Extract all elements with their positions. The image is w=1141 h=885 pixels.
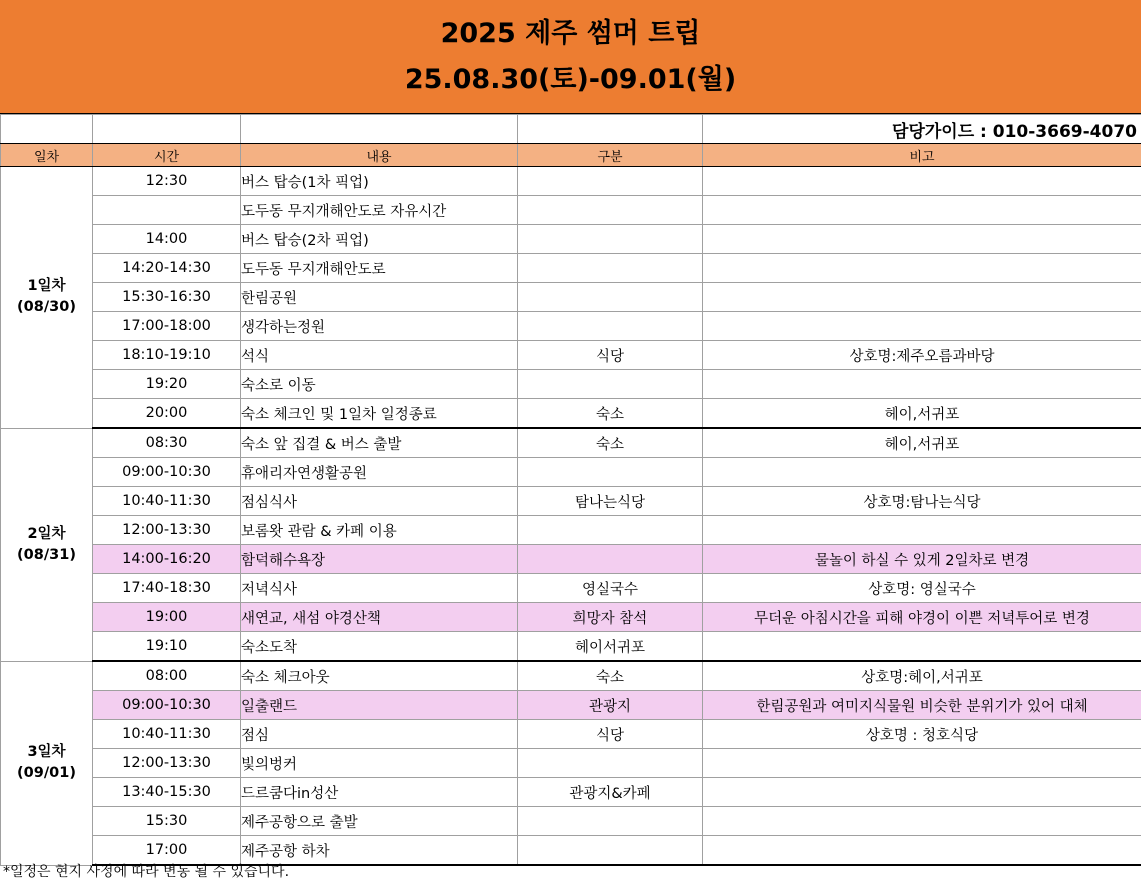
- time-cell: 18:10-19:10: [93, 341, 241, 370]
- empty-cell: [241, 115, 518, 144]
- content-cell: 숙소 체크인 및 1일차 일정종료: [241, 399, 518, 429]
- category-cell: 식당: [518, 720, 703, 749]
- category-cell: 관광지&카페: [518, 778, 703, 807]
- content-cell: 드르쿰다in성산: [241, 778, 518, 807]
- note-cell: [703, 225, 1141, 254]
- content-cell: 석식: [241, 341, 518, 370]
- note-cell: 물놀이 하실 수 있게 2일차로 변경: [703, 545, 1141, 574]
- schedule-row: [1, 632, 1141, 662]
- content-cell: 빛의벙커: [241, 749, 518, 778]
- content-cell: 점심: [241, 720, 518, 749]
- content-cell: 도두동 무지개해안도로: [241, 254, 518, 283]
- note-cell: [703, 778, 1141, 807]
- category-cell: [518, 196, 703, 225]
- day-cell: [1, 428, 93, 661]
- content-cell: 버스 탑승(2차 픽업): [241, 225, 518, 254]
- column-header-row: [1, 144, 1141, 167]
- time-cell: [93, 196, 241, 225]
- day-date: (08/30): [17, 299, 76, 316]
- note-cell: 상호명:제주오름과바당: [703, 341, 1141, 370]
- content-cell: 함덕해수욕장: [241, 545, 518, 574]
- schedule-row: [1, 574, 1141, 603]
- category-cell: [518, 807, 703, 836]
- schedule-row: [1, 778, 1141, 807]
- content-cell: 일출랜드: [241, 691, 518, 720]
- note-cell: 상호명:탐나는식당: [703, 487, 1141, 516]
- content-cell: 제주공항 하차: [241, 836, 518, 866]
- note-cell: 무더운 아침시간을 피해 야경이 이쁜 저녁투어로 변경: [703, 603, 1141, 632]
- day-label: 1일차: [27, 278, 66, 295]
- content-cell: 생각하는정원: [241, 312, 518, 341]
- schedule-row: [1, 370, 1141, 399]
- schedule-row: [1, 399, 1141, 429]
- note-cell: [703, 516, 1141, 545]
- note-cell: 헤이,서귀포: [703, 399, 1141, 429]
- category-cell: [518, 458, 703, 487]
- day-label: 3일차: [27, 744, 66, 760]
- note-cell: [703, 254, 1141, 283]
- time-cell: 12:00-13:30: [93, 749, 241, 778]
- category-cell: [518, 167, 703, 196]
- footnote: *일정은 현지 사정에 따라 변동 될 수 있습니다.: [3, 864, 290, 880]
- category-cell: 숙소: [518, 428, 703, 458]
- time-cell: 15:30-16:30: [93, 283, 241, 312]
- schedule-row: [1, 807, 1141, 836]
- time-cell: 19:20: [93, 370, 241, 399]
- time-cell: 13:40-15:30: [93, 778, 241, 807]
- note-cell: [703, 283, 1141, 312]
- category-cell: [518, 749, 703, 778]
- guide-row: [1, 115, 1141, 144]
- category-cell: 식당: [518, 341, 703, 370]
- content-cell: 한림공원: [241, 283, 518, 312]
- empty-cell: [1, 115, 93, 144]
- category-cell: 관광지: [518, 691, 703, 720]
- content-cell: 숙소로 이동: [241, 370, 518, 399]
- category-cell: [518, 836, 703, 866]
- guide-contact: 담당가이드 : 010-3669-4070: [703, 115, 1141, 144]
- time-cell: 19:00: [93, 603, 241, 632]
- time-cell: 15:30: [93, 807, 241, 836]
- time-cell: 12:00-13:30: [93, 516, 241, 545]
- note-cell: [703, 312, 1141, 341]
- category-cell: 헤이서귀포: [518, 632, 703, 662]
- content-cell: 점심식사: [241, 487, 518, 516]
- content-cell: 버스 탑승(1차 픽업): [241, 167, 518, 196]
- content-cell: 제주공항으로 출발: [241, 807, 518, 836]
- day-date: (09/01): [17, 765, 76, 781]
- time-cell: 09:00-10:30: [93, 458, 241, 487]
- time-cell: 17:00-18:00: [93, 312, 241, 341]
- note-cell: [703, 836, 1141, 866]
- column-header-content: 내용: [241, 144, 518, 167]
- note-cell: 상호명:헤이,서귀포: [703, 661, 1141, 691]
- schedule-row: [1, 428, 1141, 458]
- note-cell: 상호명: 영실국수: [703, 574, 1141, 603]
- category-cell: [518, 254, 703, 283]
- note-cell: [703, 370, 1141, 399]
- note-cell: [703, 458, 1141, 487]
- time-cell: 08:00: [93, 661, 241, 691]
- content-cell: 숙소 체크아웃: [241, 661, 518, 691]
- schedule-row: [1, 545, 1141, 574]
- category-cell: 희망자 참석: [518, 603, 703, 632]
- day-cell: [1, 661, 93, 865]
- note-cell: [703, 167, 1141, 196]
- schedule-row: [1, 196, 1141, 225]
- schedule-table: [0, 114, 1141, 866]
- note-cell: 한림공원과 여미지식물원 비슷한 분위기가 있어 대체: [703, 691, 1141, 720]
- empty-cell: [93, 115, 241, 144]
- schedule-row: [1, 661, 1141, 691]
- schedule-row: [1, 458, 1141, 487]
- note-cell: [703, 807, 1141, 836]
- time-cell: 17:00: [93, 836, 241, 866]
- schedule-row: [1, 749, 1141, 778]
- schedule-row: [1, 603, 1141, 632]
- category-cell: 숙소: [518, 661, 703, 691]
- category-cell: [518, 312, 703, 341]
- schedule-row: [1, 720, 1141, 749]
- category-cell: 영실국수: [518, 574, 703, 603]
- time-cell: 20:00: [93, 399, 241, 429]
- category-cell: [518, 225, 703, 254]
- category-cell: 숙소: [518, 399, 703, 429]
- note-cell: 상호명 : 청호식당: [703, 720, 1141, 749]
- schedule-row: [1, 836, 1141, 866]
- day-label: 2일차: [27, 525, 66, 542]
- title-banner: [0, 0, 1141, 114]
- trip-dates: 25.08.30(토)-09.01(월): [404, 64, 737, 95]
- schedule-row: [1, 254, 1141, 283]
- column-header-note: 비고: [703, 144, 1141, 167]
- content-cell: 도두동 무지개해안도로 자유시간: [241, 196, 518, 225]
- schedule-row: [1, 341, 1141, 370]
- schedule-row: [1, 167, 1141, 196]
- content-cell: 숙소도착: [241, 632, 518, 662]
- note-cell: 헤이,서귀포: [703, 428, 1141, 458]
- time-cell: 09:00-10:30: [93, 691, 241, 720]
- time-cell: 10:40-11:30: [93, 720, 241, 749]
- content-cell: 휴애리자연생활공원: [241, 458, 518, 487]
- column-header-day: 일차: [1, 144, 93, 167]
- content-cell: 저녁식사: [241, 574, 518, 603]
- schedule-row: [1, 487, 1141, 516]
- content-cell: 숙소 앞 집결 & 버스 출발: [241, 428, 518, 458]
- category-cell: [518, 370, 703, 399]
- column-header-category: 구분: [518, 144, 703, 167]
- schedule-row: [1, 283, 1141, 312]
- note-cell: [703, 632, 1141, 662]
- time-cell: 14:20-14:30: [93, 254, 241, 283]
- time-cell: 12:30: [93, 167, 241, 196]
- time-cell: 14:00-16:20: [93, 545, 241, 574]
- schedule-row: [1, 312, 1141, 341]
- column-header-time: 시간: [93, 144, 241, 167]
- category-cell: [518, 283, 703, 312]
- day-date: (08/31): [17, 546, 76, 563]
- category-cell: [518, 545, 703, 574]
- time-cell: 14:00: [93, 225, 241, 254]
- content-cell: 보롬왓 관람 & 카페 이용: [241, 516, 518, 545]
- category-cell: 탐나는식당: [518, 487, 703, 516]
- schedule-row: [1, 225, 1141, 254]
- category-cell: [518, 516, 703, 545]
- note-cell: [703, 749, 1141, 778]
- time-cell: 19:10: [93, 632, 241, 662]
- content-cell: 새연교, 새섬 야경산책: [241, 603, 518, 632]
- schedule-row: [1, 516, 1141, 545]
- time-cell: 17:40-18:30: [93, 574, 241, 603]
- note-cell: [703, 196, 1141, 225]
- time-cell: 08:30: [93, 428, 241, 458]
- schedule-row: [1, 691, 1141, 720]
- time-cell: 10:40-11:30: [93, 487, 241, 516]
- page-title: 2025 제주 썸머 트립: [440, 18, 701, 49]
- empty-cell: [518, 115, 703, 144]
- day-cell: [1, 167, 93, 429]
